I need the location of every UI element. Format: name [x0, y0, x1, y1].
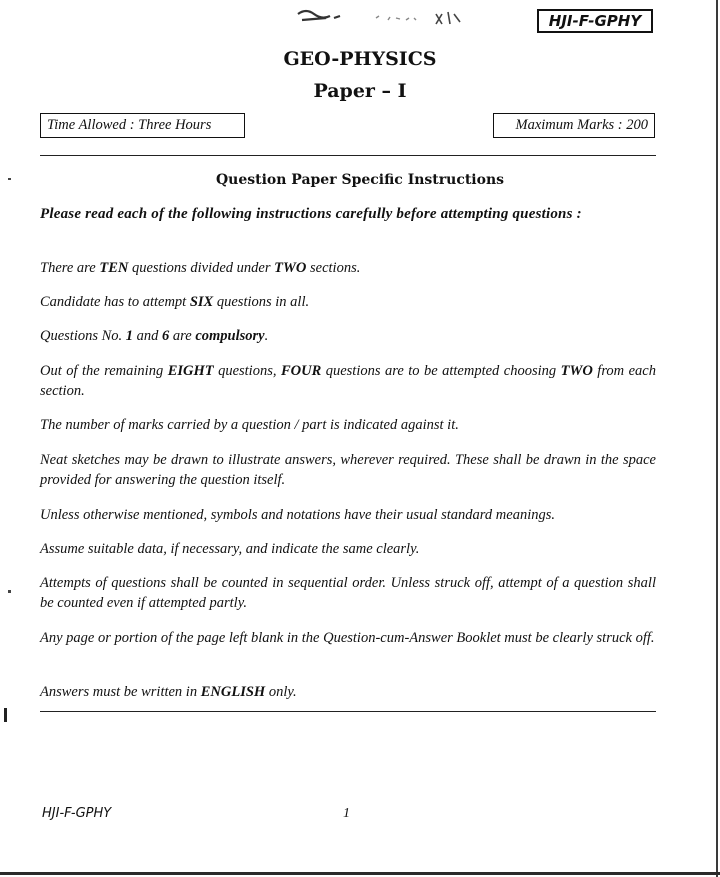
scan-mark	[4, 708, 7, 722]
instruction-text: The number of marks carried by a question / part is indicated against it.	[40, 417, 459, 433]
instruction-item	[40, 205, 656, 224]
paper-title: Paper – I	[313, 80, 407, 102]
instruction-emphasis: TEN	[99, 260, 129, 276]
instruction-text: .	[264, 328, 269, 344]
instruction-emphasis: TWO	[274, 260, 307, 276]
paper-code-box: HJI-F-GPHY	[537, 9, 653, 33]
subject-title: GEO-PHYSICS	[283, 48, 437, 70]
instruction-text: questions are to be attempted choosing	[321, 363, 561, 379]
instruction-text: Unless otherwise mentioned, symbols and notations have their usual standard meanings.	[40, 507, 555, 523]
instruction-item	[40, 361, 656, 401]
maximum-marks-box: Maximum Marks : 200	[493, 113, 655, 138]
top-divider	[40, 155, 656, 156]
page-edge-bottom	[0, 872, 720, 875]
instruction-emphasis: Please read each of the following instructions carefully before attempting questions :	[40, 206, 582, 222]
instruction-item	[40, 628, 656, 648]
instruction-emphasis: 6	[162, 328, 170, 344]
instruction-item	[40, 539, 656, 559]
instruction-text: questions divided under	[128, 260, 275, 276]
instruction-item	[40, 415, 656, 435]
scan-mark	[8, 590, 11, 593]
instruction-text: Neat sketches may be drawn to illustrate answers, wherever required. These shall be drawn in the space provided for answering the question itself.	[40, 452, 656, 488]
scan-smudge	[296, 6, 466, 28]
instruction-text: Questions No.	[40, 328, 126, 344]
instruction-emphasis: SIX	[189, 294, 214, 310]
instruction-text: Any page or portion of the page left blank in the Question-cum-Answer Booklet must be clearly struck off.	[40, 630, 655, 646]
instructions-heading: Question Paper Specific Instructions	[215, 172, 505, 188]
instruction-emphasis: FOUR	[280, 363, 322, 379]
instruction-text: from each section.	[40, 363, 656, 399]
instruction-item	[40, 258, 656, 278]
instruction-emphasis: TWO	[560, 363, 593, 379]
instruction-text: questions,	[213, 363, 281, 379]
page-number: 1	[343, 806, 350, 821]
instruction-item	[40, 450, 656, 490]
instruction-emphasis: ENGLISH	[200, 684, 266, 700]
instruction-text: Out of the remaining	[40, 363, 168, 379]
instruction-item	[40, 292, 656, 312]
instruction-text: Candidate has to attempt	[40, 294, 190, 310]
instruction-item	[40, 682, 656, 702]
instruction-text: Answers must be written in	[40, 684, 201, 700]
page-edge-right	[716, 0, 718, 877]
instruction-text: and	[133, 328, 163, 344]
instruction-item	[40, 505, 656, 525]
bottom-divider	[40, 711, 656, 712]
instruction-text: questions in all.	[213, 294, 310, 310]
instruction-text: sections.	[306, 260, 361, 276]
time-allowed-box: Time Allowed : Three Hours	[40, 113, 245, 138]
instruction-emphasis: compulsory	[195, 328, 265, 344]
instruction-text: are	[169, 328, 196, 344]
instruction-emphasis: 1	[125, 328, 134, 344]
instruction-text: There are	[40, 260, 100, 276]
footer-paper-code: HJI-F-GPHY	[42, 806, 112, 821]
instruction-text: only.	[265, 684, 297, 700]
instruction-item	[40, 573, 656, 613]
instruction-item	[40, 326, 656, 346]
instruction-emphasis: EIGHT	[167, 363, 214, 379]
instruction-text: Attempts of questions shall be counted in sequential order. Unless struck off, attempt of a question shall be counted even if attempted partly.	[40, 575, 656, 611]
instruction-text: Assume suitable data, if necessary, and indicate the same clearly.	[40, 541, 420, 557]
